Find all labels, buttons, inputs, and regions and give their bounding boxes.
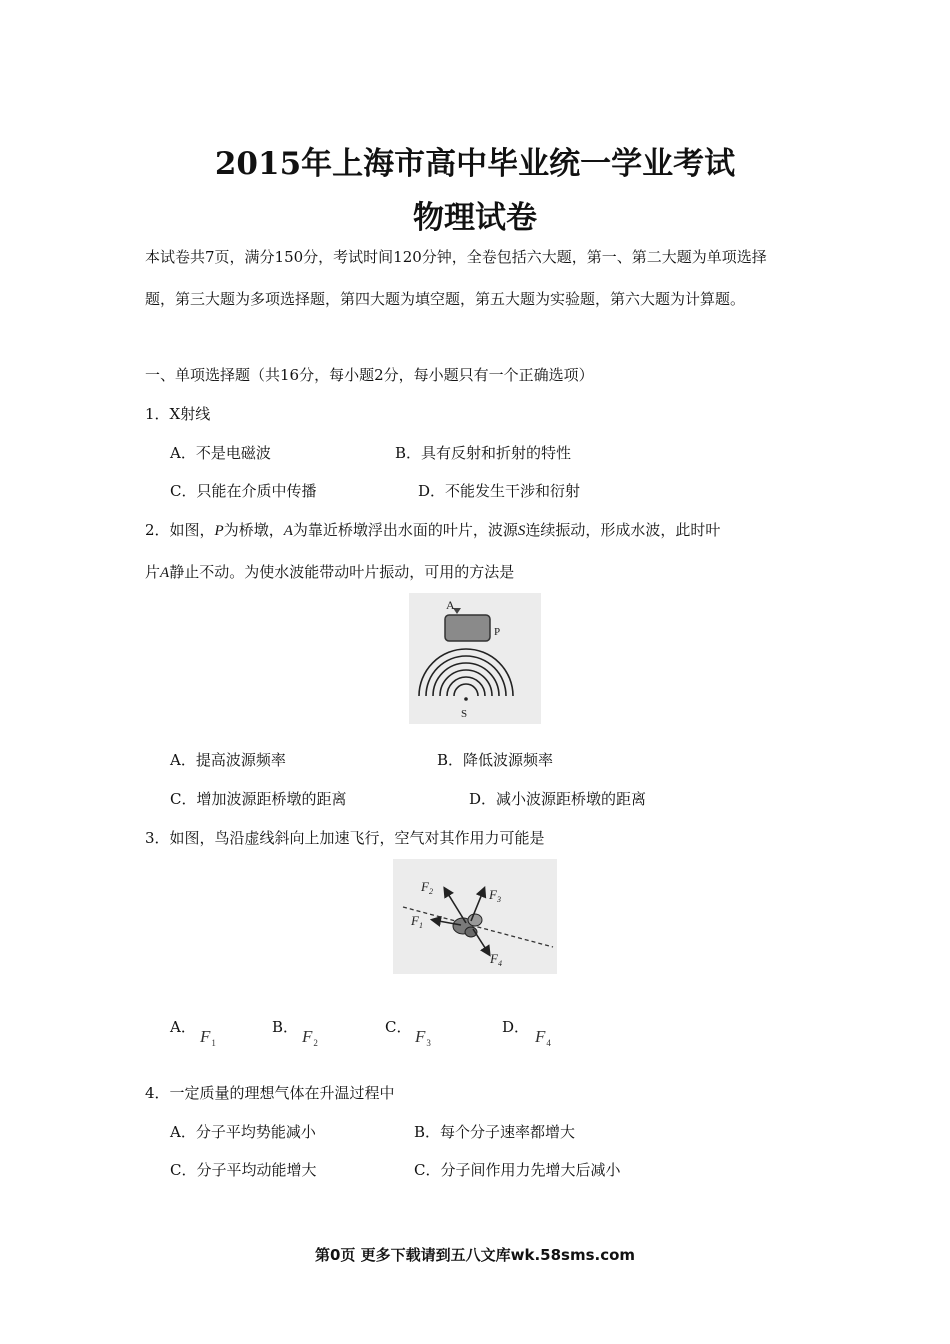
- label-f1: $F_1$: [411, 913, 423, 930]
- q2-option-d: D．减小波源距桥墩的距离: [469, 790, 647, 808]
- var-a: A: [283, 523, 293, 539]
- q4-option-d: C．分子间作用力先增大后减小: [414, 1161, 621, 1179]
- q1-option-d: D．不能发生干涉和衍射: [418, 482, 581, 500]
- water-wave-diagram: [409, 593, 541, 724]
- q4-option-b: B．每个分子速率都增大: [414, 1123, 576, 1141]
- q2-option-a: A．提高波源频率: [170, 751, 286, 769]
- page-footer: 第0页 更多下载请到五八文库wk.58sms.com: [314, 1246, 636, 1264]
- exam-title: 2015年上海市高中毕业统一学业考试: [214, 146, 736, 182]
- pier-shape: [445, 615, 490, 641]
- label-p: P: [494, 626, 501, 638]
- force-f4-arrow: [473, 929, 489, 954]
- source-dot: [464, 697, 468, 701]
- q2-stem-line-2: 片A静止不动。为使水波能带动叶片振动，可用的方法是: [145, 563, 515, 581]
- q3-stem: 3．如图，鸟沿虚线斜向上加速飞行，空气对其作用力可能是: [145, 829, 545, 847]
- q3-option-a-value: $F_1$: [200, 1027, 216, 1049]
- bird-force-figure: [393, 859, 557, 974]
- q2-option-c: C．增加波源距桥墩的距离: [170, 790, 347, 808]
- q1-option-a: A．不是电磁波: [170, 444, 271, 462]
- q2-stem-line-1: 2．如图，P为桥墩，A为靠近桥墩浮出水面的叶片，波源S连续振动，形成水波，此时叶: [145, 521, 721, 539]
- q1-option-b: B．具有反射和折射的特性: [395, 444, 572, 462]
- section-heading: 一、单项选择题（共16分，每小题2分，每小题只有一个正确选项）: [145, 366, 594, 384]
- q2-option-b: B．降低波源频率: [437, 751, 554, 769]
- exam-subtitle: 物理试卷: [413, 200, 537, 236]
- q4-option-a: A．分子平均势能减小: [170, 1123, 316, 1141]
- bird-force-diagram: [393, 859, 557, 974]
- label-f2: $F_2$: [421, 879, 433, 896]
- label-f4: $F_4$: [490, 951, 502, 968]
- label-a: A: [446, 598, 455, 612]
- force-f2-arrow: [445, 889, 466, 923]
- q3-option-c-label: C．: [385, 1018, 412, 1036]
- var-s: S: [517, 523, 526, 539]
- intro-line-2: 题，第三大题为多项选择题，第四大题为填空题，第五大题为实验题，第六大题为计算题。: [145, 290, 746, 308]
- q4-stem: 4．一定质量的理想气体在升温过程中: [145, 1084, 395, 1102]
- q3-option-d-label: D．: [502, 1018, 530, 1036]
- var-p: P: [214, 523, 224, 539]
- label-s: S: [461, 708, 468, 720]
- q3-option-d-value: $F_4$: [535, 1027, 551, 1049]
- intro-line-1: 本试卷共7页，满分150分，考试时间120分钟，全卷包括六大题，第一、第二大题为单项选择: [145, 248, 767, 266]
- q3-option-b-label: B．: [272, 1018, 299, 1036]
- bird-shape: [453, 914, 482, 937]
- label-f3: $F_3$: [489, 887, 501, 904]
- q3-option-c-value: $F_3$: [415, 1027, 431, 1049]
- q1-option-c: C．只能在介质中传播: [170, 482, 317, 500]
- q1-stem: 1．X射线: [145, 405, 211, 423]
- q4-option-c: C．分子平均动能增大: [170, 1161, 317, 1179]
- q3-option-b-value: $F_2$: [302, 1027, 318, 1049]
- water-wave-figure: [409, 593, 541, 724]
- q3-option-a-label: A．: [170, 1018, 196, 1036]
- wave-rings: [419, 649, 513, 696]
- flight-path: [403, 907, 553, 947]
